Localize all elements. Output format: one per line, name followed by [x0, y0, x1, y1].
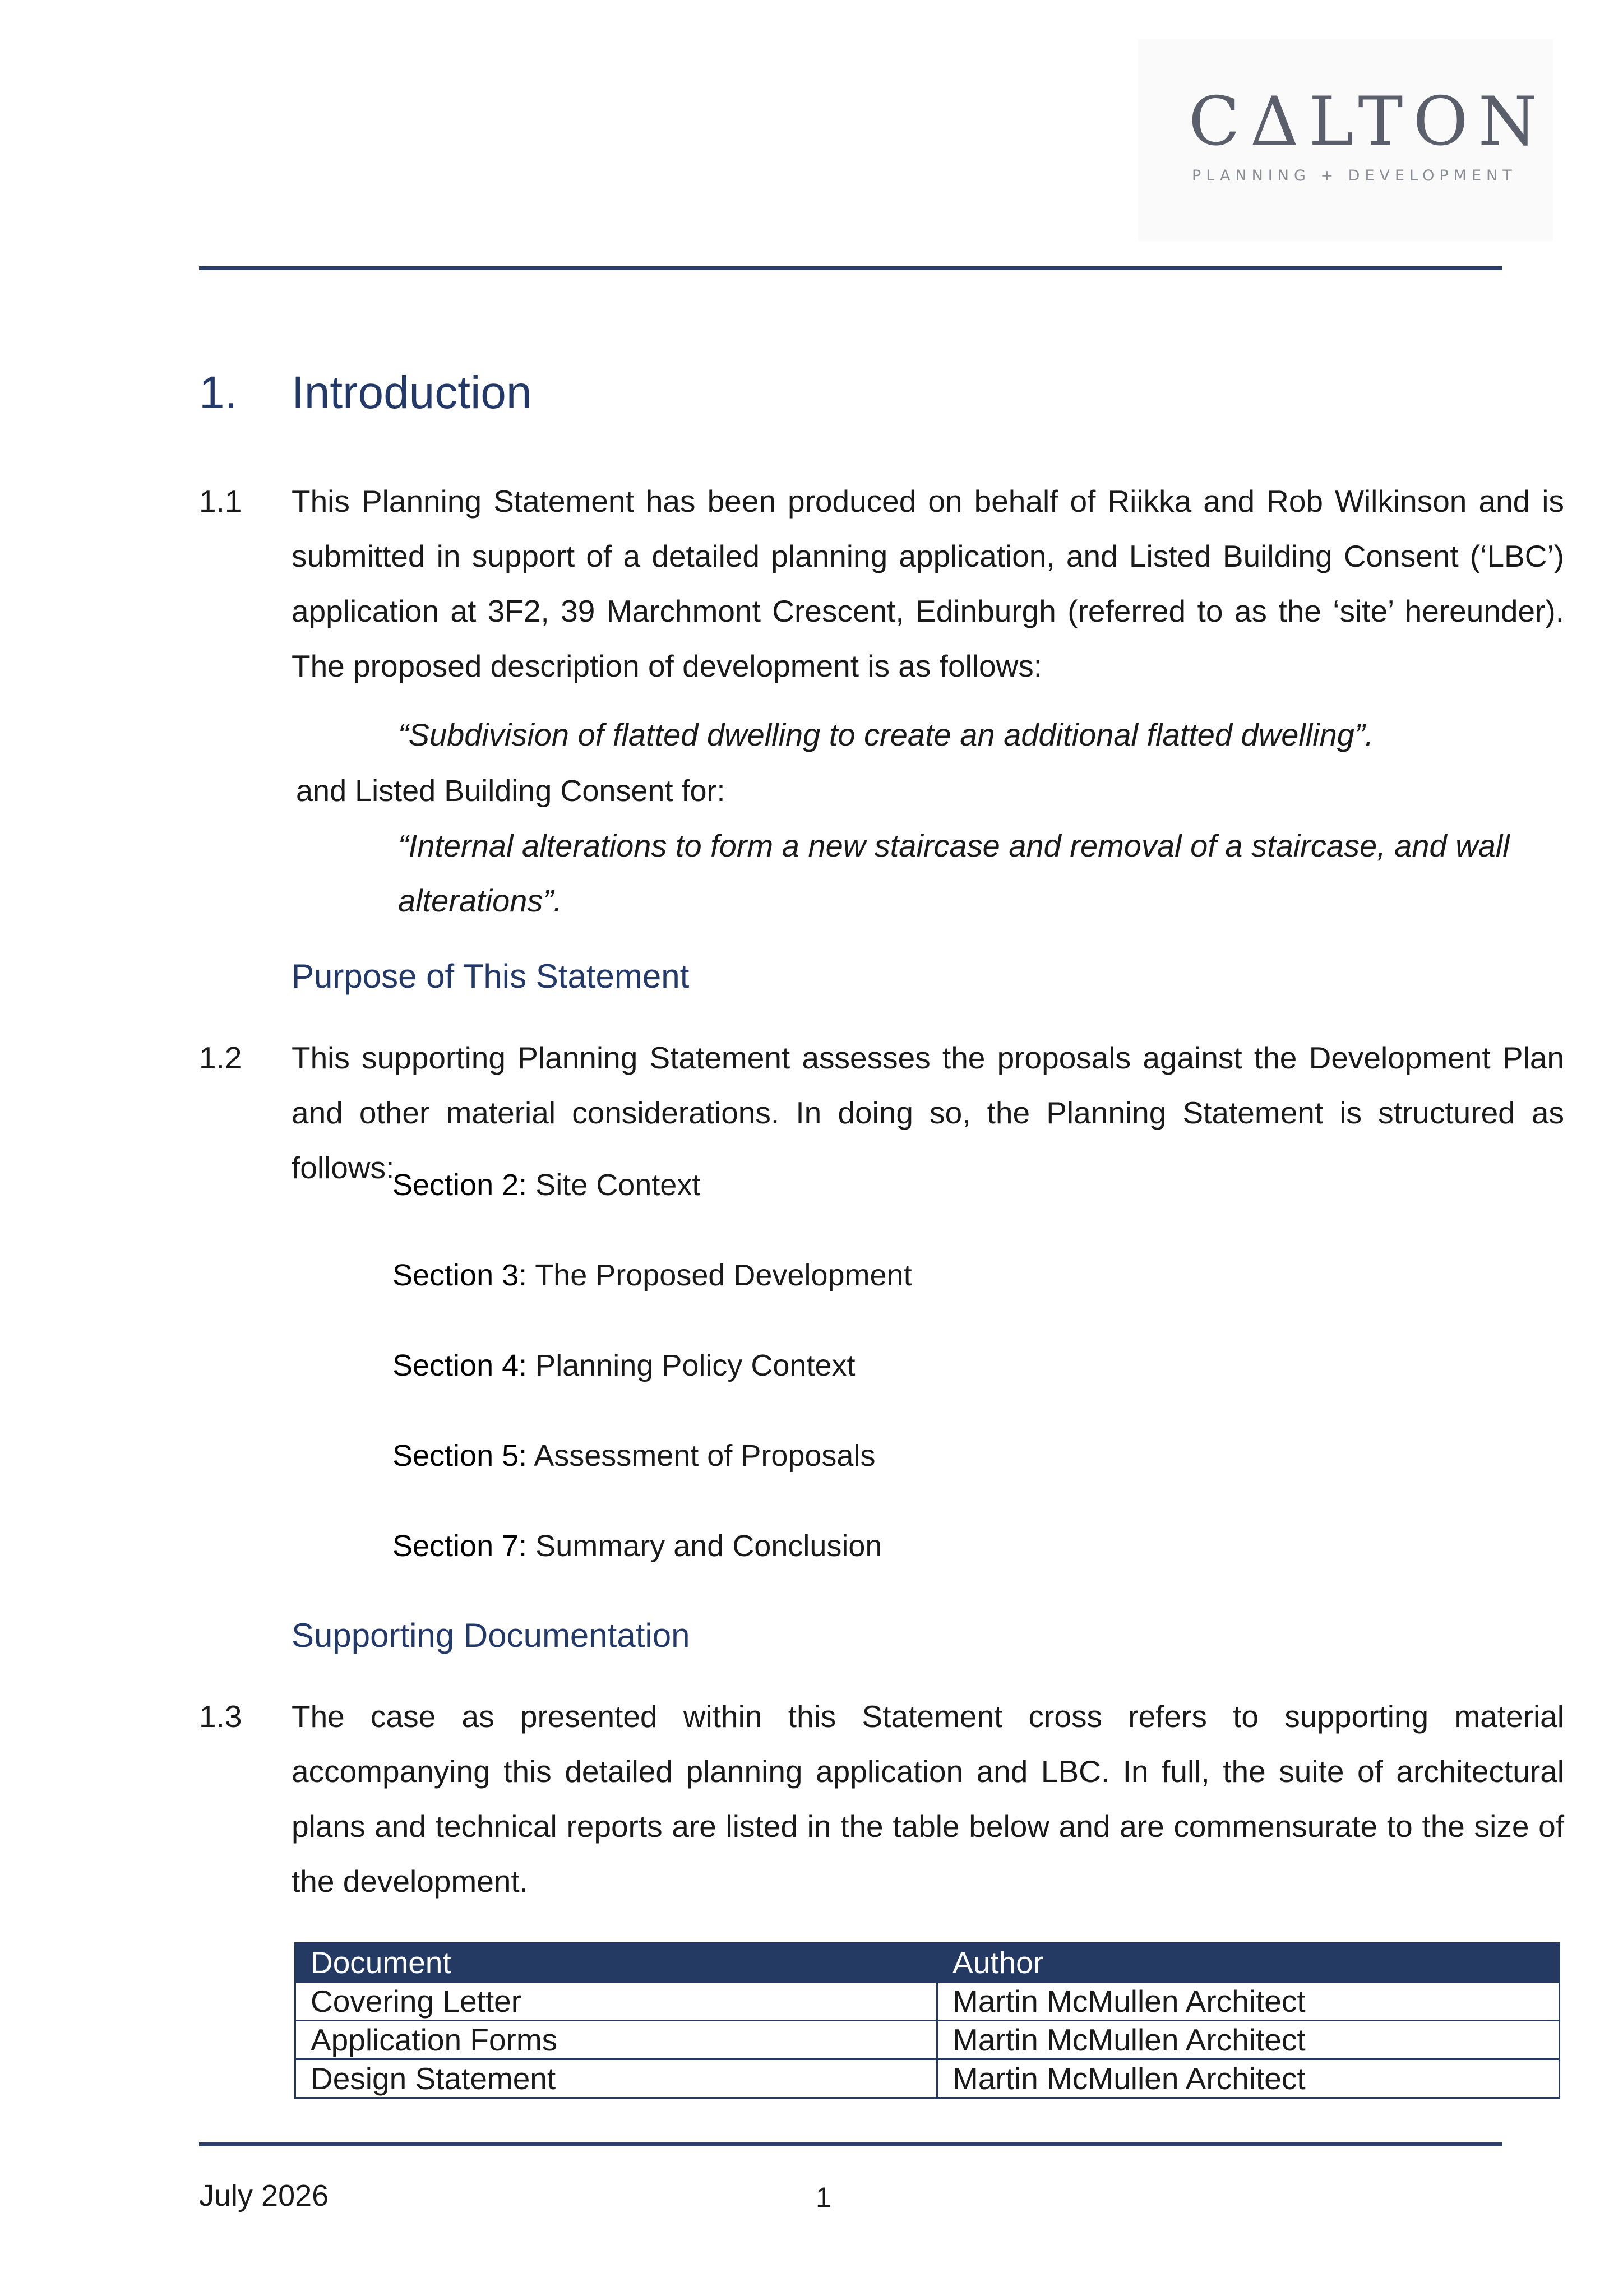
heading-number: 1. — [199, 367, 238, 418]
section-title: Planning Policy Context — [535, 1349, 856, 1382]
table-row — [295, 1982, 1560, 2021]
column-header-author: Author — [937, 1943, 1560, 1982]
paragraph-number-1-2: 1.2 — [199, 1040, 242, 1075]
table-cell: Design Statement — [295, 2059, 937, 2098]
list-item — [392, 1531, 882, 1561]
section-label: Section 3: — [392, 1258, 528, 1292]
section-label: Section 2: — [392, 1168, 528, 1202]
section-title: The Proposed Development — [535, 1258, 912, 1292]
section-label: Section 4: — [392, 1349, 528, 1382]
lbc-intro-line: and Listed Building Consent for: — [296, 774, 725, 808]
paragraph-number-1-1: 1.1 — [199, 484, 242, 519]
paragraph-number-1-3: 1.3 — [199, 1699, 242, 1734]
lbc-description-quote: “Internal alterations to form a new staircase and removal of a staircase, and wall alterations”. — [398, 828, 1510, 918]
list-item — [392, 1170, 700, 1200]
table-cell: Martin McMullen Architect — [937, 1982, 1560, 2021]
documents-table — [294, 1942, 1560, 2099]
page-number: 1 — [816, 2182, 831, 2213]
list-item — [392, 1350, 856, 1381]
supporting-heading: Supporting Documentation — [292, 1617, 690, 1654]
list-item — [392, 1441, 875, 1471]
logo-wordmark: CΔLTON — [1189, 83, 1547, 161]
purpose-heading: Purpose of This Statement — [292, 957, 690, 995]
section-label: Section 7: — [392, 1529, 528, 1563]
logo-tagline: PLANNING + DEVELOPMENT — [1192, 167, 1517, 184]
section-title: Site Context — [535, 1168, 701, 1202]
header-divider — [199, 266, 1502, 270]
paragraph-1-3: The case as presented within this Statement cross refers to supporting material accompanying this detailed planning application and LBC. In full, the suite of architectural plans and technical reports are listed in the table below and are commensurate to the size of the development. — [292, 1699, 1564, 1899]
list-item — [392, 1260, 912, 1290]
paragraph-1-1: This Planning Statement has been produced on behalf of Riikka and Rob Wilkinson and is submitted in support of a detailed planning application, and Listed Building Consent (‘LBC’) application at 3F2, 39 Marchmont Crescent, Edinburgh (referred to as the ‘site’ hereunder). The proposed description of development is as follows: — [292, 484, 1564, 683]
development-description-quote: “Subdivision of flatted dwelling to create an additional flatted dwelling”. — [398, 717, 1374, 752]
table-cell: Martin McMullen Architect — [937, 2059, 1560, 2098]
table-header-row — [295, 1943, 1560, 1982]
section-title: Assessment of Proposals — [534, 1439, 876, 1473]
table-cell: Application Forms — [295, 2021, 937, 2059]
footer-date: July 2026 — [199, 2179, 329, 2212]
page-title: Introduction — [292, 367, 532, 418]
table-cell: Martin McMullen Architect — [937, 2021, 1560, 2059]
section-label: Section 5: — [392, 1439, 528, 1473]
table-cell: Covering Letter — [295, 1982, 937, 2021]
column-header-document: Document — [295, 1943, 937, 1982]
section-title: Summary and Conclusion — [535, 1529, 882, 1563]
table-row — [295, 2059, 1560, 2098]
paragraph-1-2: This supporting Planning Statement assesses the proposals against the Development Plan and other material considerations. In doing so, the Planning Statement is structured as follows: — [292, 1040, 1564, 1185]
footer-divider — [199, 2142, 1502, 2146]
table-row — [295, 2021, 1560, 2059]
